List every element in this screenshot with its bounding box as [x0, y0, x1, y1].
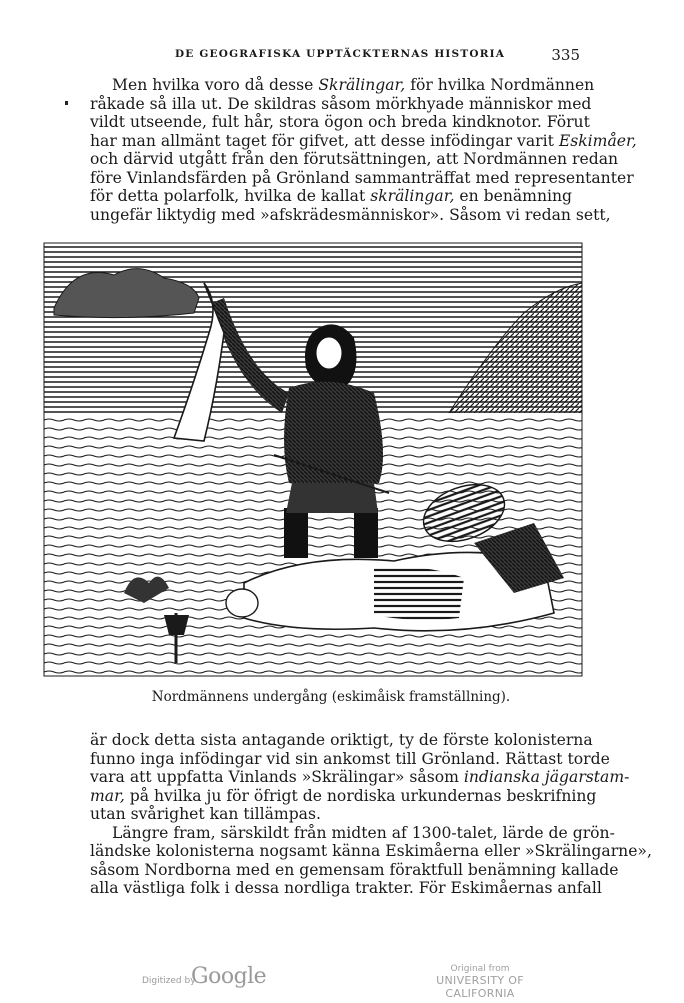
italic-run: mar, — [90, 786, 125, 805]
text-line — [90, 113, 590, 132]
original-from-label: Original from — [450, 964, 510, 974]
text-run: såsom Nordborna med en gemensam föraktfull benämning kallade — [90, 860, 619, 879]
digitized-by-label: Digitized by — [142, 976, 196, 986]
text-line — [90, 94, 592, 114]
text-run: utan svårighet kan tillämpas. — [90, 805, 321, 823]
fallen-head — [226, 589, 258, 617]
running-head — [60, 46, 580, 66]
text-line — [90, 131, 637, 151]
text-line — [90, 879, 602, 898]
face — [316, 337, 342, 369]
text-run: ungefär liktydig med »afskrädesmänniskor». Såsom vi redan sett, — [90, 205, 611, 224]
text-run: vara att uppfatta Vinlands »Skrälingar» såsom — [90, 768, 464, 786]
text-line — [90, 76, 595, 95]
text-line — [90, 823, 615, 843]
text-line — [90, 768, 630, 787]
text-line — [90, 187, 572, 206]
paragraph-1 — [90, 76, 637, 224]
text-run: en benämning — [454, 187, 573, 205]
text-line — [90, 805, 572, 824]
fur-coat — [284, 382, 383, 488]
running-title: DE GEOGRAFISKA UPPTÄCKTERNAS HISTORIA — [175, 48, 506, 60]
paragraph-3-lines — [90, 823, 652, 898]
trousers — [286, 483, 378, 513]
digitized-by-watermark — [142, 962, 282, 992]
text-run: är dock detta sista antagande oriktigt, ty de förste kolonisterna — [90, 731, 593, 749]
text-run: råkade så illa ut. De skildras såsom mörkhyade människor med — [90, 94, 592, 113]
institution-name: UNIVERSITY OF CALIFORNIA — [436, 974, 524, 1000]
text-line — [90, 749, 610, 769]
text-run: vildt utseende, fult hår, stora ögon och breda kindknotor. Förut — [90, 113, 590, 131]
text-run: för hvilka Nordmännen — [405, 76, 595, 94]
text-run: för detta polarfolk, hvilka de kallat — [90, 187, 371, 205]
text-run: har man allmänt taget för gifvet, att desse infödingar varit — [90, 131, 559, 150]
paragraph-2-and-3 — [90, 731, 652, 898]
text-run: Men hvilka voro då desse — [112, 76, 319, 94]
page-number: 335 — [551, 46, 580, 64]
left-leg — [284, 508, 308, 558]
italic-run: indianska jägarstam- — [463, 768, 630, 786]
text-run: ländske kolonisterna nogsamt känna Eskimåerna eller »Skrälingarne», — [90, 842, 652, 860]
italic-run: Eskimåer, — [558, 131, 637, 150]
text-run: före Vinlandsfärden på Grönland sammanträffat med representanter — [90, 168, 634, 187]
woodcut-drawing — [44, 243, 582, 676]
text-line — [90, 786, 597, 806]
text-line — [90, 731, 593, 750]
text-line — [90, 842, 652, 861]
italic-run: skrälingar, — [370, 187, 455, 205]
text-run: funno inga infödingar vid sin ankomst till Grönland. Rättast torde — [90, 749, 610, 768]
original-from-watermark — [400, 964, 560, 1000]
text-line — [90, 168, 634, 188]
italic-run: Skrälingar, — [318, 76, 406, 94]
text-run: alla västliga folk i dessa nordliga trakter. För Eskimåernas anfall — [90, 879, 602, 897]
text-run: och därvid utgått från den förutsättningen, att Nordmännen redan — [90, 150, 619, 168]
figure-caption: Nordmännens undergång (eskimåisk framställning). — [151, 689, 511, 705]
text-line — [90, 205, 611, 225]
paragraph-2-lines — [90, 731, 630, 824]
text-run: Längre fram, särskildt från midten af 1300-talet, lärde de grön- — [112, 823, 615, 842]
paragraph-1-lines — [90, 76, 637, 224]
google-logo: Google — [191, 964, 267, 989]
text-line — [90, 860, 619, 880]
right-leg — [354, 508, 378, 558]
tunic-pattern — [374, 567, 464, 620]
ink-speck — [65, 101, 68, 105]
woodcut-illustration — [44, 243, 582, 676]
text-line — [90, 150, 619, 169]
text-run: på hvilka ju för öfrigt de nordiska urkundernas beskrifning — [124, 786, 597, 805]
